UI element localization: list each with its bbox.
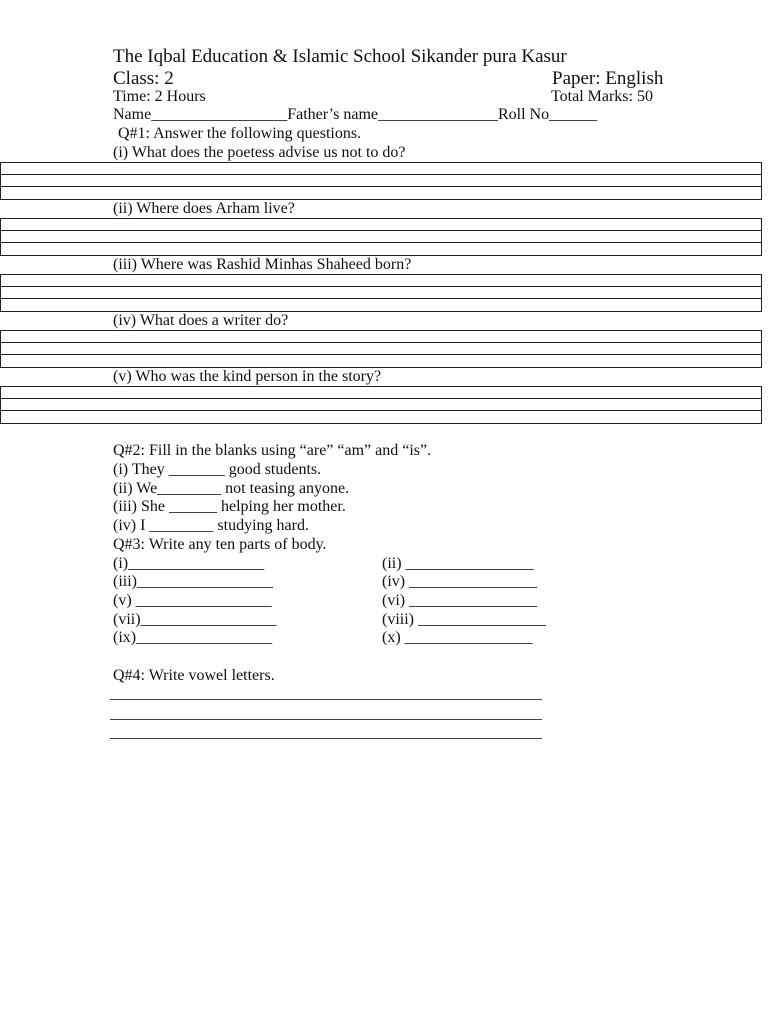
q2-title: Q#2: Fill in the blanks using “are” “am” and “is”.: [113, 442, 432, 459]
q3-blank-9: (ix)_________________: [113, 629, 273, 646]
answer-line: [1, 411, 761, 423]
answer-line: [1, 343, 761, 355]
answer-lines-3: [0, 274, 762, 312]
q2-item-1: (i) They _______ good students.: [113, 461, 322, 478]
answer-lines-2: [0, 218, 762, 256]
q2-item-2: (ii) We________ not teasing anyone.: [113, 480, 350, 497]
answer-line: [1, 299, 761, 311]
q2-item-3: (iii) She ______ helping her mother.: [113, 498, 346, 515]
answer-line: [1, 231, 761, 243]
q3-blank-2: (ii) ________________: [382, 555, 534, 572]
q4-title: Q#4: Write vowel letters.: [113, 667, 275, 684]
answer-line: [1, 331, 761, 343]
q3-blank-3: (iii)_________________: [113, 573, 273, 590]
q1-title: Q#1: Answer the following questions.: [118, 125, 362, 142]
answer-line: [1, 287, 761, 299]
answer-line: [1, 399, 761, 411]
q2-item-4: (iv) I ________ studying hard.: [113, 517, 309, 534]
answer-line: [1, 275, 761, 287]
q3-blank-6: (vi) ________________: [382, 592, 538, 609]
answer-lines-5: [0, 386, 762, 424]
paper-label: Paper: English: [552, 68, 664, 89]
q3-blank-7: (vii)_________________: [113, 611, 277, 628]
q3-blank-4: (iv) ________________: [382, 573, 538, 590]
q3-blank-5: (v) _________________: [113, 592, 272, 609]
q1-question-2: (ii) Where does Arham live?: [113, 200, 295, 217]
q3-title: Q#3: Write any ten parts of body.: [113, 536, 327, 553]
answer-lines-1: [0, 162, 762, 200]
answer-line: [1, 187, 761, 199]
q3-blank-10: (x) ________________: [382, 629, 533, 646]
answer-lines-4: [0, 330, 762, 368]
time-label: Time: 2 Hours: [113, 88, 206, 105]
answer-line: [1, 219, 761, 231]
answer-line: [1, 355, 761, 367]
q4-answer-line-1: ______________________________________________________: [110, 685, 542, 702]
answer-line: [1, 163, 761, 175]
q3-blank-1: (i)_________________: [113, 555, 265, 572]
answer-line: [1, 175, 761, 187]
q4-answer-line-3: ______________________________________________________: [110, 724, 542, 741]
q1-question-1: (i) What does the poetess advise us not to do?: [113, 144, 406, 161]
school-title: The Iqbal Education & Islamic School Sikander pura Kasur: [113, 46, 567, 67]
answer-line: [1, 243, 761, 255]
q3-blank-8: (viii) ________________: [382, 611, 546, 628]
total-marks-label: Total Marks: 50: [551, 88, 653, 105]
student-info-line: Name_________________Father’s name_______________Roll No______: [113, 106, 598, 123]
q1-question-5: (v) Who was the kind person in the story?: [113, 368, 382, 385]
q1-question-3: (iii) Where was Rashid Minhas Shaheed born?: [113, 256, 412, 273]
class-label: Class: 2: [113, 68, 174, 89]
q1-question-4: (iv) What does a writer do?: [113, 312, 289, 329]
answer-line: [1, 387, 761, 399]
q4-answer-line-2: ______________________________________________________: [110, 705, 542, 722]
